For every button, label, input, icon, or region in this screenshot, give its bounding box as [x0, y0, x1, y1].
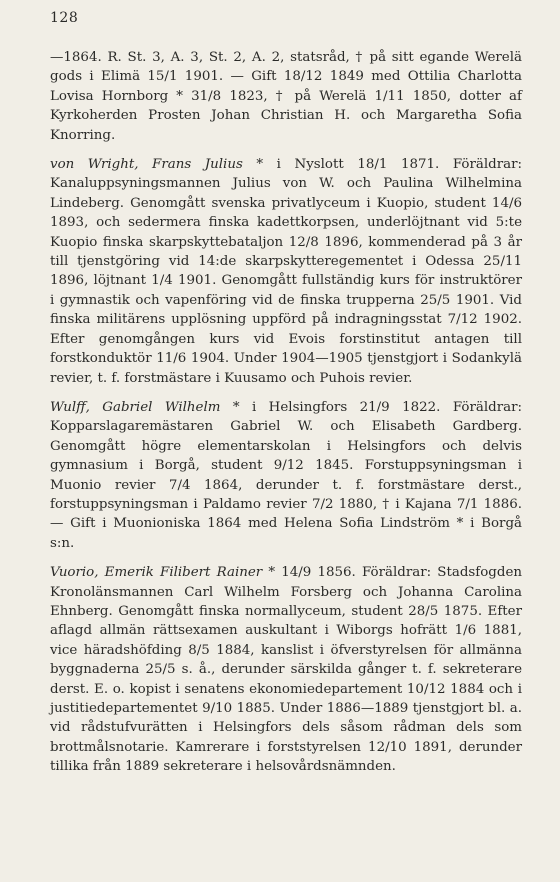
entry-text: * i Nyslott 18/1 1871. Föräldrar: Kanaluppsyningsmannen Julius von W. och Paulina Wilhelmina Lindeberg. Genomgått svenska privatlyceum i Kuopio, student 14/6 1893, och sedermera finska kadettkorpsen, underlöjtnant vid 5:te Kuopio finska skarpskyttebataljon 12/8 1896, kommenderad på 3 år till tjenstgöring vid 14:de skarpskytteregementet i Odessa 25/11 1896, löjtnant 1/4 1901. Genomgått fullständig kurs för instruktörer i gymnastik och vapenföring vid de finska trupperna 25/5 1901. Vid finska militärens upplösning uppförd på indragningsstat 7/12 1902. Efter genomgången kurs vid Evois forstinstitut antagen till forstkonduktör 11/6 1904. Under 1904—1905 tjenstgjort i Sodankylä revier, t. f. forstmästare i Kuusamo och Puhois revier.	[50, 157, 522, 386]
entry-name: von Wright, Frans Julius	[50, 157, 243, 173]
entry-vuorio	[50, 563, 522, 776]
entry-body	[50, 563, 522, 776]
entry-name: Wulff, Gabriel Wilhelm	[50, 399, 221, 415]
entry-von-wright	[50, 155, 522, 388]
page-text	[50, 48, 522, 787]
entry-body	[50, 48, 522, 145]
entry-continued	[50, 48, 522, 145]
page-number: 128	[50, 10, 79, 26]
entry-text: * i Helsingfors 21/9 1822. Föräldrar: Kopparslagaremästaren Gabriel W. och Elisabeth Gardberg. Genomgått högre elementarskolan i Helsingfors och delvis gymnasium i Borgå, student 9/12 1845. Forstuppsyningsman i Muonio revier 7/4 1864, derunder t. f. forstmästare derst., forstuppsyningsman i Paldamo revier 7/2 1880, † i Kajana 7/1 1886. — Gift i Muonioniska 1864 med Helena Sofia Lindström * i Borgå s:n.	[50, 399, 522, 551]
entry-wulff	[50, 398, 522, 553]
entry-text: —1864. R. St. 3, A. 3, St. 2, A. 2, statsråd, † på sitt egande Werelä gods i Elimä 15/1 1901. — Gift 18/12 1849 med Ottilia Charlotta Lovisa Hornborg * 31/8 1823, † på Werelä 1/11 1850, dotter af Kyrkoherden Prosten Johan Christian H. och Margaretha Sofia Knorring.	[50, 50, 522, 143]
entry-name: Vuorio, Emerik Filibert Rainer	[50, 565, 263, 581]
entry-body	[50, 155, 522, 388]
entry-text: * 14/9 1856. Föräldrar: Stadsfogden Kronolänsmannen Carl Wilhelm Forsberg och Johanna Carolina Ehnberg. Genomgått finska normallyceum, student 28/5 1875. Efter aflagd allmän rättsexamen auskultant i Wiborgs hofrätt 1/6 1881, vice häradshöfding 8/5 1884, kanslist i öfverstyrelsen för allmänna byggnaderna 25/5 s. å., derunder särskilda gånger t. f. sekreterare derst. E. o. kopist i senatens ekonomiedepartement 10/12 1884 och i justitiedepartementet 9/10 1885. Under 1886—1889 tjenstgjort bl. a. vid rådstufvurätten i Helsingfors dels såsom rådman dels som brottmålsnotarie. Kamrerare i forststyrelsen 12/10 1891, derunder tillika från 1889 sekreterare i helsovårdsnämnden.	[50, 565, 522, 775]
entry-body	[50, 398, 522, 553]
